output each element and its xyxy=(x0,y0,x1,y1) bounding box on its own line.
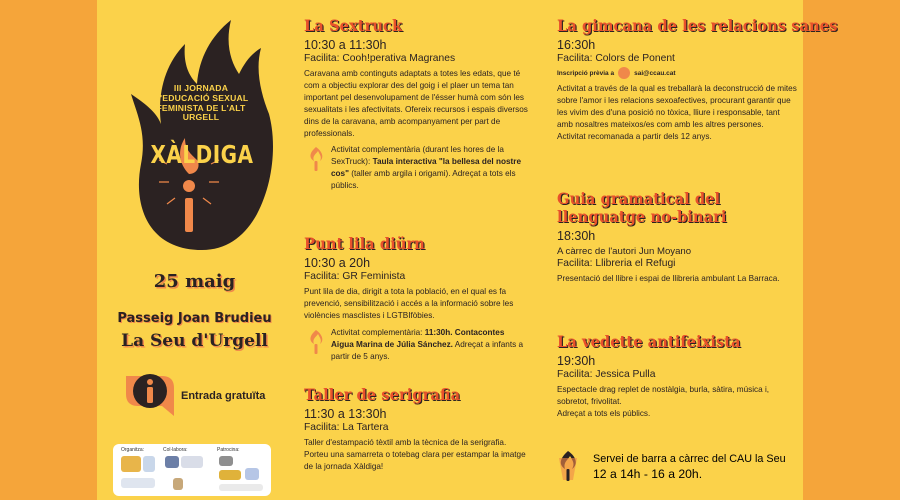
patron-logo-3 xyxy=(245,468,259,480)
event-place-town: La Seu d'Urgell xyxy=(121,331,268,351)
section-time: 19:30h xyxy=(557,354,596,368)
organitza-label: Organitza: xyxy=(121,447,145,453)
section-author: A càrrec de l'autori Jun Moyano xyxy=(557,246,692,257)
section-time: 18:30h xyxy=(557,229,596,243)
match-icon xyxy=(306,329,326,355)
note-highlight: 11:30h. Contacontes Aigua Marina de Júlia Sánchez. xyxy=(331,327,505,349)
section-title: La Sextruck xyxy=(304,16,403,35)
inscription-email[interactable]: sai@ccau.cat xyxy=(634,69,676,77)
entry-label: Entrada gratuïta xyxy=(181,390,266,402)
section-gimcana xyxy=(557,16,838,143)
organizer-logo-2 xyxy=(143,456,155,472)
note-text: Activitat complementària (durant les hores de la SexTruck): xyxy=(331,145,504,167)
note-text-end: Adreçat a infants a partir de 5 anys. xyxy=(331,339,524,361)
sponsors-box xyxy=(113,444,271,496)
patron-logo-2 xyxy=(219,470,241,480)
patron-logo-4 xyxy=(219,484,263,491)
section-facilitator: Facilita: La Tartera xyxy=(304,422,389,433)
inscription-label: Inscripció prèvia a xyxy=(557,69,615,77)
complementary-activity xyxy=(304,327,529,363)
section-title: Punt lila diürn xyxy=(304,234,425,253)
section-guia-gramatical xyxy=(557,190,797,285)
collabora-label: Col·labora: xyxy=(163,447,188,453)
note-text-end: (taller amb argila i origami). Adreçat a tots els públics. xyxy=(331,169,516,191)
section-title: La gimcana de les relacions sanes xyxy=(557,16,838,35)
bar-service-hours: 12 a 14h - 16 a 20h. xyxy=(593,467,703,481)
bar-service-text: Servei de barra a càrrec del CAU la Seu xyxy=(593,453,786,465)
section-serigrafia xyxy=(304,386,529,473)
section-time: 10:30 a 20h xyxy=(304,256,371,270)
collaborator-logo-3 xyxy=(173,478,183,490)
section-vedette xyxy=(557,333,797,420)
section-description: Activitat a través de la qual es treballarà la deconstrucció de mites sobre l'amor i les relacions sexoafectives, procurant garantir que les vivim des d'una posició no tòxica, lliure i responsable, tant amb nosaltres mateixos/es com amb les altres persones. xyxy=(557,84,797,129)
section-age-note: Adreçat a tots els públics. xyxy=(557,408,651,418)
info-icon xyxy=(122,372,178,420)
event-place-street: Passeig Joan Brudieu xyxy=(117,311,272,326)
patrocina-label: Patrocina: xyxy=(217,447,240,453)
section-sextruck xyxy=(304,17,529,192)
complementary-activity xyxy=(304,144,529,192)
section-time: 16:30h xyxy=(557,38,596,52)
note-highlight: Taula interactiva "la bellesa del nostre cos" xyxy=(331,157,521,179)
match-icon xyxy=(557,450,579,482)
inscription-line xyxy=(557,67,797,79)
section-age-note: Activitat recomanada a partir dels 12 anys. xyxy=(557,131,712,141)
section-time: 11:30 a 13:30h xyxy=(304,407,387,421)
section-description: Taller d'estampació tèxtil amb la tècnica de la serigrafia. Porteu una samarreta o totebag clara per estampar la imatge de la jornada Xàldiga! xyxy=(304,438,526,471)
flyer xyxy=(97,0,838,500)
section-description: Presentació del llibre i espai de llibreria ambulant La Barraca. xyxy=(557,274,780,283)
section-facilitator: Facilita: Cooh!perativa Magranes xyxy=(304,53,456,64)
event-date: 25 maig xyxy=(153,271,236,292)
note-text: Activitat complementària: xyxy=(331,327,425,337)
section-title: Guia gramatical del llenguatge no-binari xyxy=(557,189,727,226)
section-facilitator: Facilita: Colors de Ponent xyxy=(557,53,675,64)
email-icon xyxy=(618,67,630,79)
section-title: La vedette antifeixista xyxy=(557,332,741,351)
section-facilitator: Facilita: Jessica Pulla xyxy=(557,369,656,380)
match-icon xyxy=(306,146,326,172)
section-facilitator: Facilita: Llibreria el Refugi xyxy=(557,258,676,269)
flame-icon xyxy=(127,14,277,254)
organizer-logo-3 xyxy=(121,478,155,488)
event-name: XÀLDIGA xyxy=(150,139,254,169)
section-description: Caravana amb continguts adaptats a totes les edats, que té com a objectiu explorar des del goig i el plaer un tema tan important pel desenvolupament de l'ésser humà com són les sexualitats i les afectivitats. Ofereix recursos i espais diversos dins de la caravana, amb acompanyament per part de professionals. xyxy=(304,69,528,138)
event-edition: III JORNADA D'EDUCACIÓ SEXUAL FEMINISTA DE L'ALT URGELL xyxy=(153,83,249,123)
collaborator-logo-2 xyxy=(181,456,203,468)
section-punt-lila xyxy=(304,235,529,362)
patron-logo xyxy=(219,456,233,466)
collaborator-logo xyxy=(165,456,179,468)
section-time: 10:30 a 11:30h xyxy=(304,38,387,52)
section-description: Punt lila de dia, dirigit a tota la població, en el qual es fa prevenció, sensibilització i accés a la informació sobre les violències masclistes i LGTBIfòbies. xyxy=(304,287,514,320)
section-facilitator: Facilita: GR Feminista xyxy=(304,271,406,282)
event-branding xyxy=(97,0,292,500)
section-title: Taller de serigrafia xyxy=(304,385,461,404)
section-description: Espectacle drag replet de nostàlgia, burla, sàtira, música i, sobretot, frivolitat. xyxy=(557,385,770,406)
organizer-logo xyxy=(121,456,141,472)
